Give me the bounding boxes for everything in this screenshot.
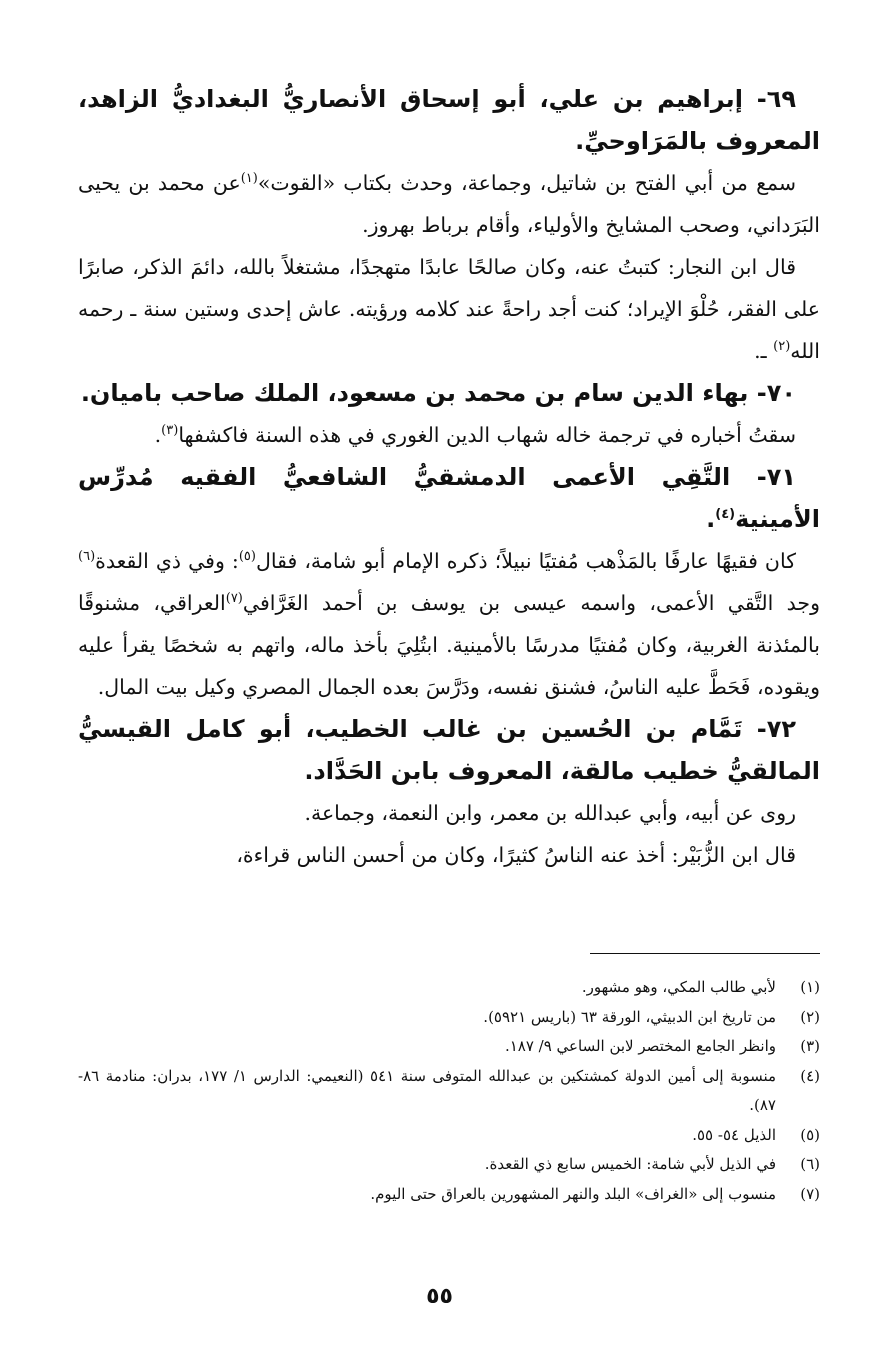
paragraph-text: روى عن أبيه، وأبي عبدالله بن معمر، وابن النعمة، وجماعة. [304, 801, 796, 825]
entry-heading-text: التَّقِي الأعمى الدمشقيُّ الشافعيُّ الفقيه مُدرِّس الأمينية [78, 463, 820, 533]
footnote-number: (٣) [800, 1037, 820, 1055]
footnote-item [78, 1062, 820, 1121]
footnote-ref: (٣) [161, 423, 179, 439]
footnote-ref: (٥) [238, 549, 256, 565]
paragraph-text: كان فقيهًا عارفًا بالمَذْهب مُفتيًا نبيلاً؛ ذكره الإمام أبو شامة، فقال [255, 549, 796, 573]
page-number: ٥٥ [426, 1284, 453, 1309]
paragraph-text: سقتُ أخباره في ترجمة خاله شهاب الدين الغوري في هذه السنة فاكشفها [178, 423, 796, 447]
footnote-ref: (٧) [225, 591, 243, 607]
entry-heading-72 [78, 708, 820, 792]
paragraph [78, 414, 820, 456]
footnote-ref: (٦) [78, 549, 96, 565]
entry-heading-70 [78, 372, 820, 414]
paragraph-text: : وفي ذي القعدة [95, 549, 239, 573]
footnote-number: (٧) [800, 1184, 820, 1203]
footnote-text: منسوبة إلى أمين الدولة كمشتكين بن عبدالله المتوفى سنة ٥٤١ (النعيمي: الدارس ١/ ١٧٧، بدران: منادمة ٨٦- ٨٧). [78, 1066, 777, 1114]
entry-heading-text: إبراهيم بن علي، أبو إسحاق الأنصاريُّ البغداديُّ الزاهد، المعروف بالمَرَاوحيِّ. [78, 85, 820, 155]
paragraph-text: سمع من أبي الفتح بن شاتيل، وجماعة، وحدث بكتاب «القوت» [257, 171, 797, 195]
entry-number: ٧١- [756, 463, 796, 491]
footnotes [78, 973, 820, 1209]
footnote-number: (٦) [800, 1155, 820, 1173]
footnote-item [78, 1180, 820, 1210]
paragraph [78, 834, 820, 876]
page-body [78, 78, 820, 876]
paragraph [78, 246, 820, 372]
paragraph-text: عن محمد بن يحيى البَرَداني، وصحب المشايخ والأولياء، وأقام برباط بهروز. [78, 171, 820, 237]
paragraph [78, 540, 820, 708]
paragraph [78, 792, 820, 834]
footnote-text: لأبي طالب المكي، وهو مشهور. [581, 978, 776, 996]
footnote-item [78, 1121, 820, 1151]
divider-line [590, 953, 820, 954]
footnote-item [78, 1032, 820, 1062]
entry-heading-end: . [706, 505, 716, 533]
footnote-text: منسوب إلى «الغراف» البلد والنهر المشهورين بالعراق حتى اليوم. [370, 1184, 776, 1203]
paragraph-text: قال ابن الزُّبَيْر: أخذ عنه الناسُ كثيرًا، وكان من أحسن الناس قراءة، [236, 843, 796, 867]
footnote-number: (١) [800, 978, 820, 996]
footnote-text: من تاريخ ابن الدبيثي، الورقة ٦٣ (باريس ٥٩٢١). [483, 1007, 776, 1026]
footnote-ref: (١) [240, 171, 258, 187]
footnote-item [78, 1003, 820, 1033]
footnote-item [78, 1150, 820, 1180]
entry-number: ٧٢- [756, 715, 796, 743]
footnote-text: في الذيل لأبي شامة: الخميس سابع ذي القعدة. [484, 1155, 776, 1173]
footnote-number: (٢) [800, 1007, 820, 1026]
footnote-number: (٤) [800, 1066, 820, 1085]
entry-heading-text: تَمَّام بن الحُسين بن غالب الخطيب، أبو كامل القيسيُّ المالقيُّ خطيب مالقة، المعروف بابن الحَدَّاد. [78, 715, 820, 785]
paragraph-text: وجد التَّقي الأعمى، واسمه عيسى بن يوسف بن أحمد الغَرَّافي [242, 591, 820, 615]
entry-heading-text: بهاء الدين سام بن محمد بن مسعود، الملك صاحب باميان. [80, 379, 749, 407]
footnote-number: (٥) [800, 1125, 820, 1144]
footnote-text: الذيل ٥٤- ٥٥. [692, 1125, 776, 1144]
footnote-ref: (٢) [773, 339, 791, 355]
entry-heading-69 [78, 78, 820, 162]
footnote-text: وانظر الجامع المختصر لابن الساعي ٩/ ١٨٧. [504, 1037, 776, 1055]
entry-number: ٧٠- [756, 379, 796, 407]
paragraph-text: . [154, 423, 162, 447]
paragraph [78, 162, 820, 246]
footnote-item [78, 973, 820, 1003]
entry-number: ٦٩- [756, 85, 796, 113]
footnote-ref: (٤) [715, 507, 736, 522]
paragraph-text: ـ. [754, 339, 774, 363]
paragraph-text: قال ابن النجار: كتبتُ عنه، وكان صالحًا عابدًا متهجدًا، مشتغلاً بالله، دائمَ الذكر، صابرًا على الفقر، حُلْوَ الإيراد؛ كنت أجد راحةً عند كلامه ورؤيته. عاش إحدى وستين سنة ـ رحمه الله [78, 255, 820, 363]
paragraph-text: العراقي، مشنوقًا بالمئذنة الغربية، وكان مُفتيًا مدرسًا بالأمينية. ابتُلِيَ بأخذ ماله، واتهم به شخصًا يقرأ عليه ويقوده، فَحَطَّ عليه الناسُ، فشنق نفسه، ودَرَّسَ بعده الجمال المصري وكيل بيت المال. [78, 591, 820, 699]
entry-heading-71 [78, 456, 820, 540]
